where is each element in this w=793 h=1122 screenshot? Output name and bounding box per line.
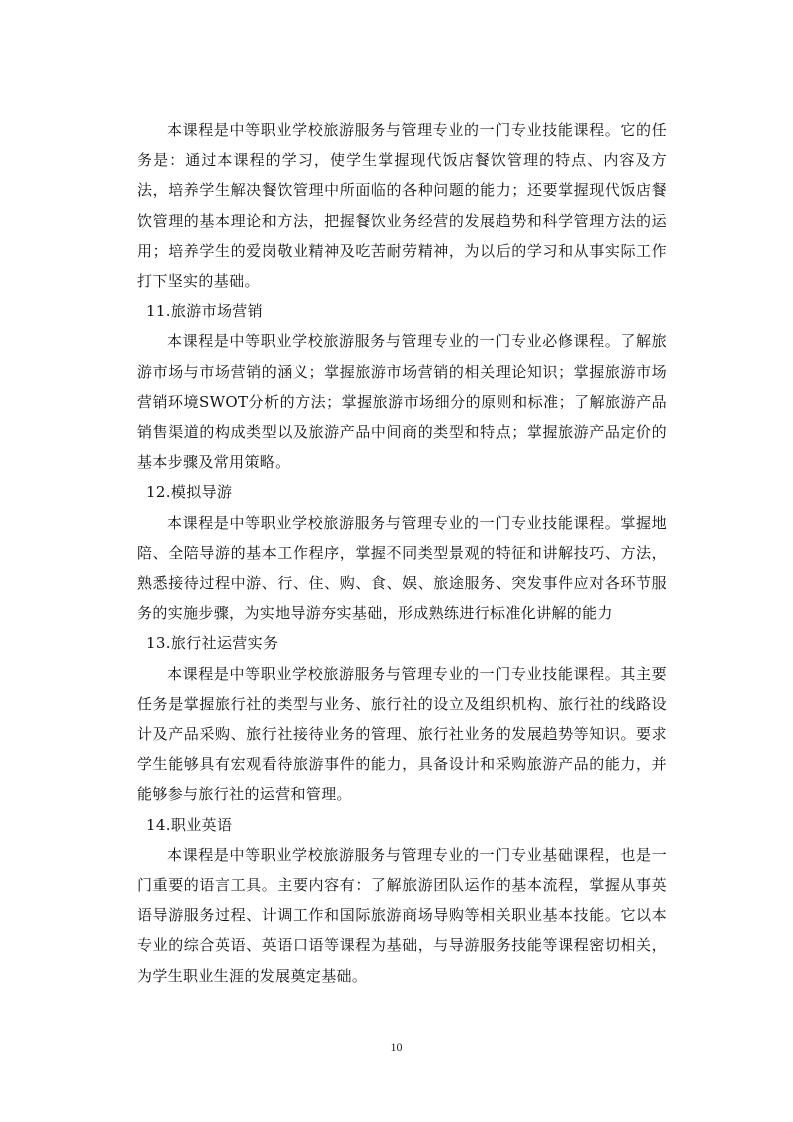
heading-vocational-english: 14.职业英语: [146, 815, 233, 834]
heading-travel-agency-operations: 13.旅行社运营实务: [146, 634, 279, 653]
paragraph-vocational-english: 本课程是中等职业学校旅游服务与管理专业的一门专业基础课程，也是一门重要的语言工具。主要内容有：了解旅游团队运作的基本流程，掌握从事英语导游服务过程、计调工作和国际旅游商场导购等相关职业基本技能。它以本专业的综合英语、英语口语等课程为基础，与导游服务技能等课程密切相关，为学生职业生涯的发展奠定基础。: [137, 845, 667, 985]
page-number: 10: [390, 1040, 403, 1054]
paragraph-travel-agency-operations: 本课程是中等职业学校旅游服务与管理专业的一门专业技能课程。其主要任务是掌握旅行社的类型与业务、旅行社的设立及组织机构、旅行社的线路设计及产品采购、旅行社接待业务的管理、旅行社业务的发展趋势等知识。要求学生能够具有宏观看待旅游事件的能力，具备设计和采购旅游产品的能力，并能够参与旅行社的运营和管理。: [137, 664, 667, 804]
heading-tourism-marketing: 11.旅游市场营销: [146, 302, 264, 321]
document-body: [137, 115, 667, 991]
heading-simulated-guiding: 12.模拟导游: [146, 483, 233, 502]
paragraph-catering-management: 本课程是中等职业学校旅游服务与管理专业的一门专业技能课程。它的任务是：通过本课程的学习，使学生掌握现代饭店餐饮管理的特点、内容及方法，培养学生解决餐饮管理中所面临的各种问题的能力；还要掌握现代饭店餐饮管理的基本理论和方法，把握餐饮业务经营的发展趋势和科学管理方法的运用；培养学生的爱岗敬业精神及吃苦耐劳精神，为以后的学习和从事实际工作打下坚实的基础。: [137, 121, 667, 291]
paragraph-simulated-guiding: 本课程是中等职业学校旅游服务与管理专业的一门专业技能课程。掌握地陪、全陪导游的基本工作程序，掌握不同类型景观的特征和讲解技巧、方法，熟悉接待过程中游、行、住、购、食、娱、旅途服务、突发事件应对各环节服务的实施步骤，为实地导游夯实基础，形成熟练进行标准化讲解的能力: [137, 513, 667, 623]
paragraph-tourism-marketing: 本课程是中等职业学校旅游服务与管理专业的一门专业必修课程。了解旅游市场与市场营销的涵义；掌握旅游市场营销的相关理论知识；掌握旅游市场营销环境SWOT分析的方法；掌握旅游市场细分的原则和标准；了解旅游产品销售渠道的构成类型以及旅游产品中间商的类型和特点；掌握旅游产品定价的基本步骤及常用策略。: [137, 332, 667, 472]
